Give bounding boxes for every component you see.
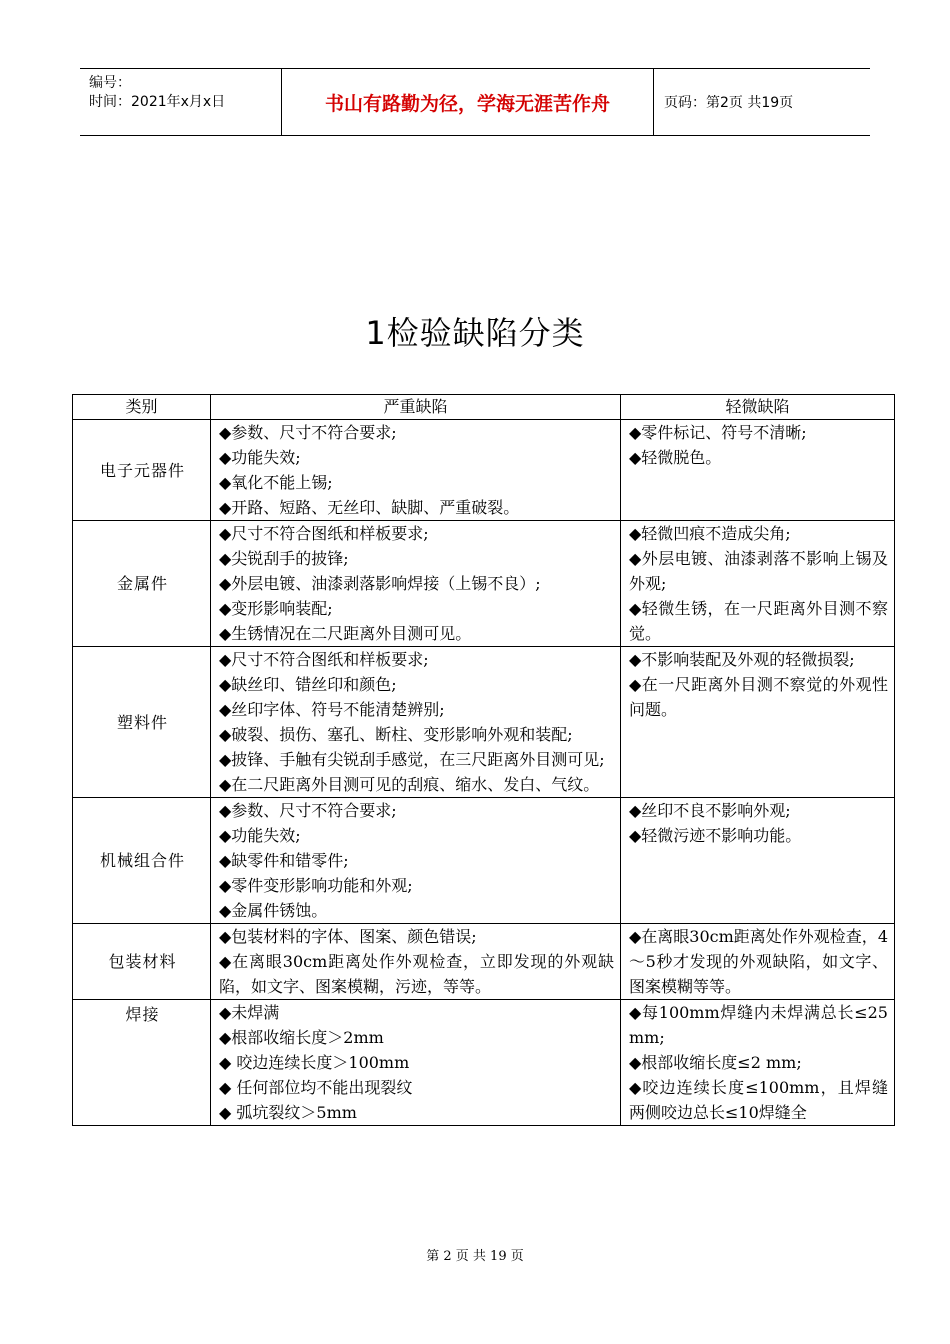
minor-item: ◆轻微凹痕不造成尖角; bbox=[629, 524, 791, 543]
severe-item: ◆ 咬边连续长度＞100mm bbox=[219, 1053, 410, 1072]
minor-item: ◆在一尺距离外目测不察觉的外观性问题。 bbox=[629, 675, 888, 719]
minor-item: ◆根部收缩长度≤2 mm; bbox=[629, 1053, 802, 1072]
minor-item: ◆丝印不良不影响外观; bbox=[629, 801, 791, 820]
minor-cell bbox=[621, 1000, 895, 1126]
severe-item: ◆根部收缩长度＞2mm bbox=[219, 1028, 384, 1047]
severe-item: ◆在离眼30cm距离处作外观检查，立即发现的外观缺陷，如文字、图案模糊，污迹，等等。 bbox=[219, 952, 614, 996]
severe-item: ◆功能失效; bbox=[219, 826, 301, 845]
severe-item: ◆功能失效; bbox=[219, 448, 301, 467]
page-header bbox=[80, 68, 870, 136]
minor-item: ◆咬边连续长度≤100mm，且焊缝两侧咬边总长≤10焊缝全 bbox=[629, 1078, 888, 1122]
severe-item: ◆尺寸不符合图纸和样板要求; bbox=[219, 524, 429, 543]
severe-cell bbox=[211, 420, 621, 521]
severe-item: ◆ 弧坑裂纹＞5mm bbox=[219, 1103, 357, 1122]
severe-item: ◆零件变形影响功能和外观; bbox=[219, 876, 413, 895]
minor-cell bbox=[621, 521, 895, 647]
severe-item: ◆金属件锈蚀。 bbox=[219, 901, 328, 920]
header-motto: 书山有路勤为径，学海无涯苦作舟 bbox=[282, 69, 654, 135]
category-cell: 焊接 bbox=[73, 1000, 211, 1126]
minor-cell bbox=[621, 924, 895, 1000]
time-label: 时间：2021年x月x日 bbox=[89, 94, 226, 110]
severe-item: ◆参数、尺寸不符合要求; bbox=[219, 801, 397, 820]
severe-item: ◆氧化不能上锡; bbox=[219, 473, 333, 492]
severe-item: ◆未焊满 bbox=[219, 1003, 280, 1022]
column-header-severe: 严重缺陷 bbox=[211, 395, 621, 420]
column-header-category: 类别 bbox=[73, 395, 211, 420]
table-row bbox=[73, 647, 895, 798]
category-cell: 金属件 bbox=[73, 521, 211, 647]
severe-cell bbox=[211, 521, 621, 647]
severe-item: ◆尖锐刮手的披锋; bbox=[219, 549, 349, 568]
table-header-row bbox=[73, 395, 895, 420]
severe-item: ◆缺丝印、错丝印和颜色; bbox=[219, 675, 397, 694]
minor-cell bbox=[621, 798, 895, 924]
minor-item: ◆在离眼30cm距离处作外观检查，4～5秒才发现的外观缺陷，如文字、图案模糊等等。 bbox=[629, 927, 888, 996]
severe-item: ◆破裂、损伤、塞孔、断柱、变形影响外观和装配; bbox=[219, 725, 573, 744]
severe-item: ◆ 任何部位均不能出现裂纹 bbox=[219, 1078, 413, 1097]
severe-item: ◆参数、尺寸不符合要求; bbox=[219, 423, 397, 442]
column-header-minor: 轻微缺陷 bbox=[621, 395, 895, 420]
severe-item: ◆变形影响装配; bbox=[219, 599, 333, 618]
severe-item: ◆生锈情况在二尺距离外目测可见。 bbox=[219, 624, 472, 643]
table-row bbox=[73, 521, 895, 647]
severe-item: ◆开路、短路、无丝印、缺脚、严重破裂。 bbox=[219, 498, 520, 517]
category-cell: 机械组合件 bbox=[73, 798, 211, 924]
category-cell: 电子元器件 bbox=[73, 420, 211, 521]
minor-item: ◆不影响装配及外观的轻微损裂; bbox=[629, 650, 855, 669]
table-row bbox=[73, 1000, 895, 1126]
number-label: 编号： bbox=[89, 75, 131, 91]
table-row bbox=[73, 924, 895, 1000]
category-cell: 塑料件 bbox=[73, 647, 211, 798]
minor-item: ◆轻微脱色。 bbox=[629, 448, 722, 467]
severe-cell bbox=[211, 798, 621, 924]
minor-item: ◆每100mm焊缝内未焊满总长≤25 mm; bbox=[629, 1003, 888, 1047]
severe-item: ◆包装材料的字体、图案、颜色错误; bbox=[219, 927, 477, 946]
minor-item: ◆外层电镀、油漆剥落不影响上锡及外观; bbox=[629, 549, 888, 593]
minor-item: ◆零件标记、符号不清晰; bbox=[629, 423, 807, 442]
minor-cell bbox=[621, 647, 895, 798]
defect-classification-table bbox=[72, 394, 895, 1126]
severe-item: ◆在二尺距离外目测可见的刮痕、缩水、发白、气纹。 bbox=[219, 775, 600, 794]
severe-cell bbox=[211, 647, 621, 798]
page-title: 1检验缺陷分类 bbox=[365, 314, 585, 352]
table-row bbox=[73, 420, 895, 521]
severe-cell bbox=[211, 1000, 621, 1126]
severe-item: ◆丝印字体、符号不能清楚辨别; bbox=[219, 700, 445, 719]
severe-item: ◆尺寸不符合图纸和样板要求; bbox=[219, 650, 429, 669]
minor-cell bbox=[621, 420, 895, 521]
header-meta bbox=[80, 69, 282, 135]
header-page-label: 页码：第2页 共19页 bbox=[664, 95, 794, 111]
severe-item: ◆缺零件和错零件; bbox=[219, 851, 349, 870]
page-footer: 第 2 页 共 19 页 bbox=[426, 1249, 524, 1264]
severe-item: ◆外层电镀、油漆剥落影响焊接（上锡不良）; bbox=[219, 574, 541, 593]
minor-item: ◆轻微生锈，在一尺距离外目测不察觉。 bbox=[629, 599, 888, 643]
category-cell: 包装材料 bbox=[73, 924, 211, 1000]
severe-item: ◆披锋、手触有尖锐刮手感觉，在三尺距离外目测可见; bbox=[219, 750, 605, 769]
table-row bbox=[73, 798, 895, 924]
severe-cell bbox=[211, 924, 621, 1000]
minor-item: ◆轻微污迹不影响功能。 bbox=[629, 826, 802, 845]
